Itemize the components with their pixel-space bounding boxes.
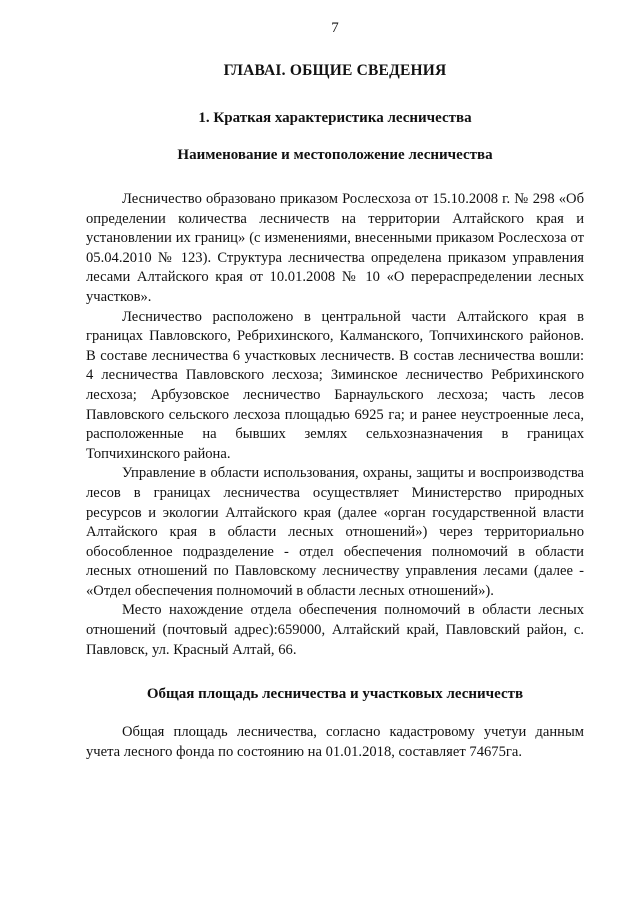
paragraph-formation: Лесничество образовано приказом Рослесхоза от 15.10.2008 г. № 298 «Об определении количества лесничеств на территории Алтайского края и установлении их границ» (с изменениями, внесенными приказом Рослесхоза от 05.04.2010 № 123). Структура лесничества определена приказом управления лесами Алтайского края от 10.01.2008 № 10 «О перераспределении лесных участков». — [86, 191, 584, 305]
page-number: 7 — [331, 20, 339, 36]
page-content — [86, 62, 584, 762]
paragraph-location: Лесничество расположено в центральной части Алтайского края в границах Павловского, Ребрихинского, Калманского, Топчихинского районов. В составе лесничества 6 участковых лесничеств. В состав лесничества вошли: 4 лесничества Павловского лесхоза; Зиминское лесничество Ребрихинского лесхоза; Арбузовское лесничество Барнаульского лесхоза; часть лесов Павловского сельского лесхоза площадью 6925 га; и ранее неустроенные леса, расположенные на бывших землях сельхозназначения в границах Топчихинского района. — [86, 308, 584, 462]
subsection-title-area: Общая площадь лесничества и участковых лесничеств — [146, 686, 524, 703]
paragraph-total-area: Общая площадь лесничества, согласно кадастровому учетуи данным учета лесного фонда по состоянию на 01.01.2018, составляет 74675га. — [86, 724, 584, 760]
paragraph-management: Управление в области использования, охраны, защиты и воспроизводства лесов в границах лесничества осуществляет Министерство природных ресурсов и экологии Алтайского края (далее «орган государственной власти Алтайского края в области лесных отношений») через территориально обособленное подразделение - отдел обеспечения полномочий в области лесных отношений по Павловскому лесничеству управления лесами (далее - «Отдел обеспечения полномочий в области лесных отношений»). — [86, 465, 584, 599]
section-title: 1. Краткая характеристика лесничества — [198, 110, 472, 126]
subsection-title-location: Наименование и местоположение лесничества — [177, 147, 493, 163]
chapter-title: ГЛАВАI. ОБЩИЕ СВЕДЕНИЯ — [223, 62, 447, 79]
paragraph-address: Место нахождение отдела обеспечения полномочий в области лесных отношений (почтовый адрес):659000, Алтайский край, Павловский район, с. Павловск, ул. Красный Алтай, 66. — [86, 602, 584, 658]
